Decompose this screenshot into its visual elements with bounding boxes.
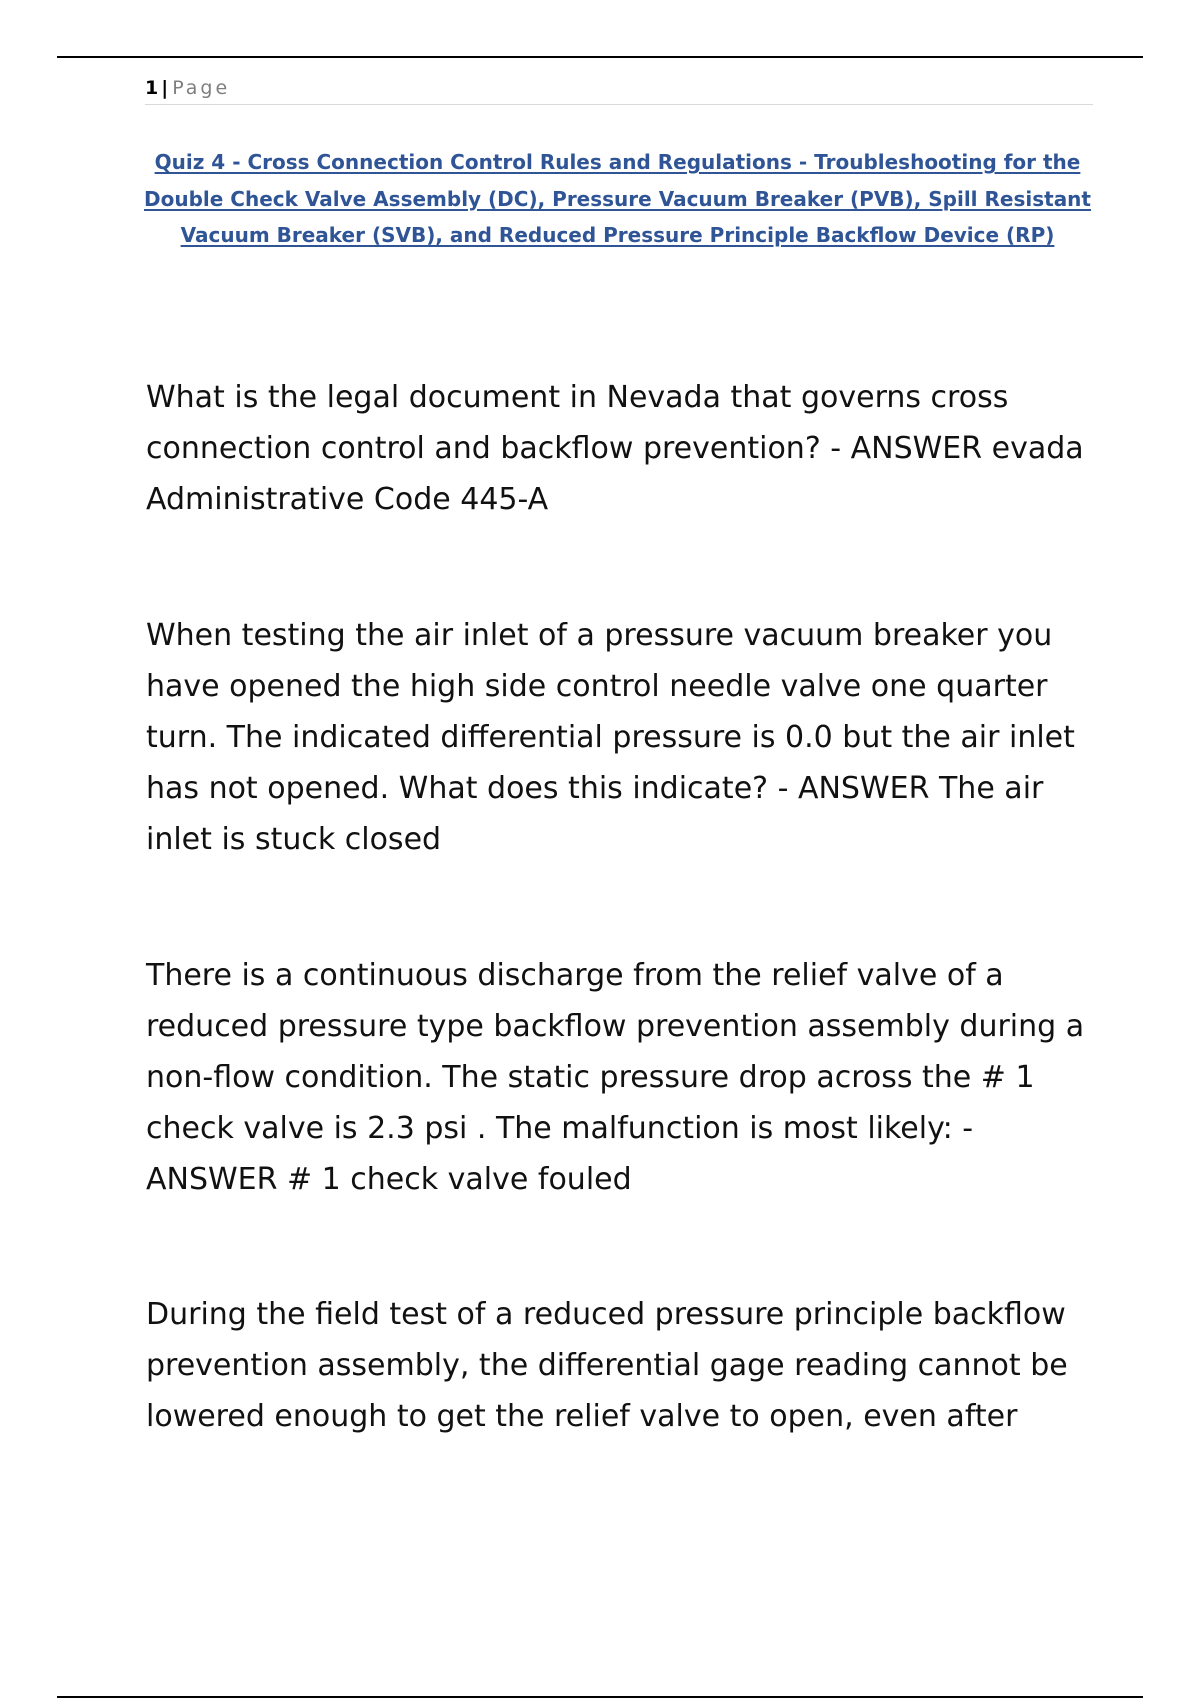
page-label: Page — [172, 77, 231, 99]
bottom-border-line — [57, 1696, 1143, 1698]
page-separator: | — [161, 77, 169, 99]
question-answer-3: There is a continuous discharge from the relief valve of a reduced pressure type backflow prevention assembly during a non-flow condition. The static pressure drop across the # 1 check valve is 2.3 psi . The malfunction is most likely: - ANSWER # 1 check valve fouled — [146, 958, 1085, 1197]
page-number: 1 — [145, 77, 159, 99]
question-answer-2: When testing the air inlet of a pressure vacuum breaker you have opened the high side control needle valve one quarter turn. The indicated differential pressure is 0.0 but the air inlet has not opened. What does this indicate? - ANSWER The air inlet is stuck closed — [146, 618, 1075, 857]
top-border-line — [57, 56, 1143, 58]
document-title-link[interactable]: Quiz 4 - Cross Connection Control Rules and Regulations - Troubleshooting for the Double Check Valve Assembly (DC), Pressure Vacuum Breaker (PVB), Spill Resistant Vacuum Breaker (SVB), and Reduced Pressure Principle Backflow Device (RP) — [144, 150, 1091, 247]
question-answer-4: During the field test of a reduced pressure principle backflow prevention assembly, the differential gage reading cannot be lowered enough to get the relief valve to open, even after — [146, 1297, 1068, 1434]
question-answer-1: What is the legal document in Nevada that governs cross connection control and backflow prevention? - ANSWER evada Administrative Code 445-A — [146, 380, 1084, 517]
page-header — [145, 74, 1093, 105]
